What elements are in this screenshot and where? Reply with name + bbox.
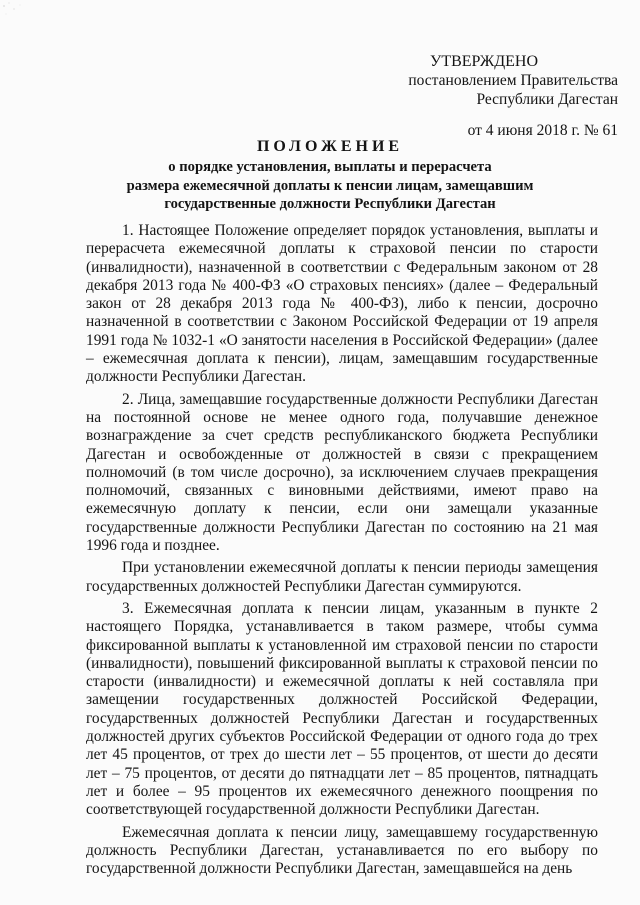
- paragraph-5: Ежемесячная доплата к пенсии лицу, замещавшему государственную должность Республики Дагестан, устанавливается по его выбору по государственной должности Республики Дагестан, замещавшейся на день: [86, 823, 598, 878]
- approval-stamp: [378, 52, 618, 140]
- title-subline-2: размера ежемесячной доплаты к пенсии лицам, замещавшим: [126, 177, 534, 194]
- title-heading: ПОЛОЖЕНИЕ: [256, 138, 404, 155]
- document-body: [86, 222, 598, 882]
- title-subline-1: о порядке установления, выплаты и перерасчета: [168, 159, 492, 175]
- approved-date: от 4 июня 2018 г. № 61: [467, 122, 618, 139]
- paragraph-2: 2. Лица, замещавшие государственные должности Республики Дагестан на постоянной основе не менее одного года, получавшие денежное вознаграждение за счет средств республиканского бюджета Республики Дагестан и освобожденные от должностей в связи с прекращением полномочий (в том числе досрочно), за исключением случаев прекращения полномочий, связанных с виновными действиями, имеют право на ежемесячную доплату к пенсии, если они замещали указанные государственные должности Республики Дагестан по состоянию на 21 мая 1996 года и позднее.: [86, 390, 598, 555]
- paragraph-1: 1. Настоящее Положение определяет порядок установления, выплаты и перерасчета ежемесячной доплаты к страховой пенсии по старости (инвалидности), назначенной в соответствии с Федеральным законом от 28 декабря 2013 года № 400-ФЗ «О страховых пенсиях» (далее – Федеральный закон от 28 декабря 2013 года № 400-ФЗ), либо к пенсии, досрочно назначенной в соответствии с Законом Российской Федерации от 19 апреля 1991 года № 1032-1 «О занятости населения в Российской Федерации» (далее – ежемесячная доплата к пенсии), лицам, замещавшим государственные должности Республики Дагестан.: [86, 222, 598, 386]
- approved-authority: Республики Дагестан: [476, 91, 618, 108]
- paragraph-3: При установлении ежемесячной доплаты к пенсии периоды замещения государственных должностей Республики Дагестан суммируются.: [86, 559, 598, 595]
- document-title: [80, 136, 580, 214]
- title-subline-3: государственные должности Республики Дагестан: [164, 196, 496, 212]
- approved-by: постановлением Правительства: [408, 72, 618, 89]
- paragraph-4: 3. Ежемесячная доплата к пенсии лицам, указанным в пункте 2 настоящего Порядка, устанавливается в таком размере, чтобы сумма фиксированной выплаты к установленной им страховой пенсии по старости (инвалидности), повышений фиксированной выплаты к страховой пенсии по старости (инвалидности) и ежемесячной доплаты к ней составляла при замещении государственных должностей Российской Федерации, государственных должностей Республики Дагестан и государственных должностей других субъектов Российской Федерации от одного года до трех лет 45 процентов, от трех до шести лет – 55 процентов, от шести до десяти лет – 75 процентов, от десяти до пятнадцати лет – 85 процентов, пятнадцать лет и более – 95 процентов их ежемесячного денежного поощрения по соответствующей государственной должности Республики Дагестан.: [86, 599, 598, 819]
- approved-label: УТВЕРЖДЕНО: [430, 53, 539, 70]
- scan-speckle: [0, 0, 40, 40]
